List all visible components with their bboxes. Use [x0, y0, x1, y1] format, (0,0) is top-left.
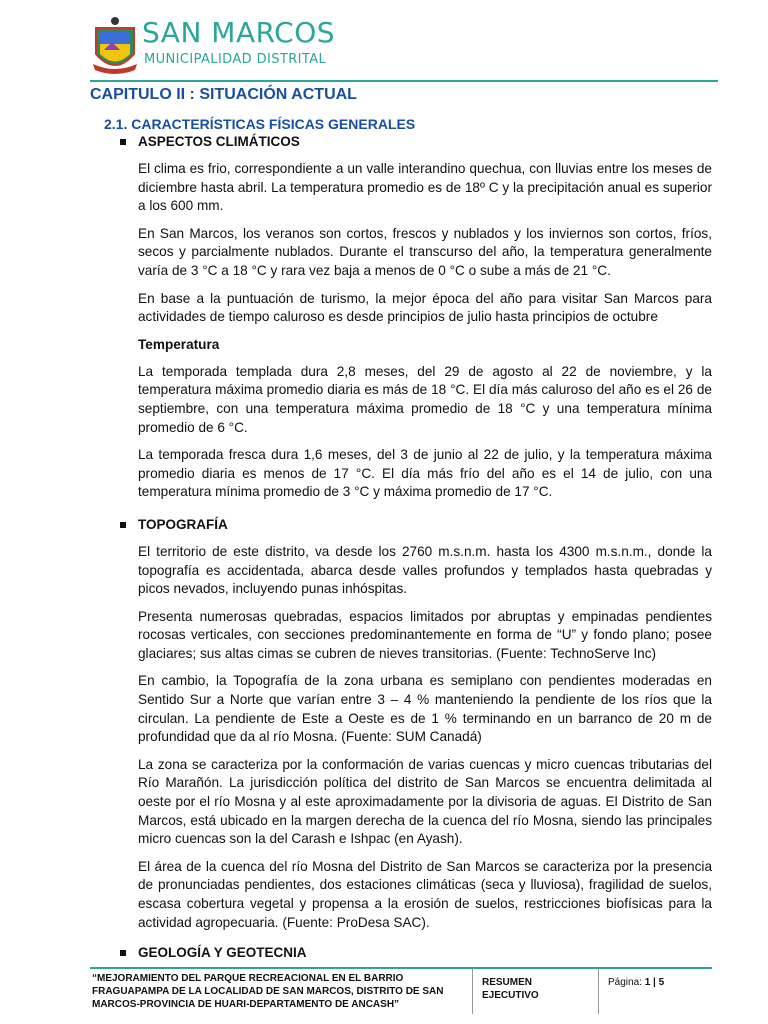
paragraph: La temporada templada dura 2,8 meses, del 29 de agosto al 22 de noviembre, y la temperatura máxima promedio diaria es más de 18 °C. El día más caluroso del año es el 26 de septiembre, con una temperatura máxima promedio de 18 °C y una temperatura mínima promedio de 6 °C.: [138, 363, 712, 435]
bullet-square-icon: [120, 950, 126, 956]
bullet-square-icon: [120, 139, 126, 145]
paragraph: Presenta numerosas quebradas, espacios limitados por abruptas y empinadas pendientes rocosas verticales, con secciones predominantemente en forma de “U” y fondo plano; posee glaciares; sus altas cimas se cubren de nieves transitorias. (Fuente: TechnoServe Inc): [138, 608, 712, 661]
footer-divider: [90, 967, 712, 969]
heading-text: GEOLOGÍA Y GEOTECNIA: [138, 945, 307, 961]
paragraph: En cambio, la Topografía de la zona urbana es semiplano con pendientes moderadas en Sentido Sur a Norte que varían entre 3 – 4 % manteniendo la pendiente de los ríos que la circulan. La pendiente de Este a Oeste es de 1 % terminando en un barranco de 20 m de profundidad que da al río Mosna. (Fuente: SUM Canadá): [138, 673, 712, 745]
footer-page-indicator: [608, 976, 664, 989]
bullet-heading-geologia: [138, 944, 712, 962]
header-divider: [90, 80, 718, 82]
subheading-temperatura: Temperatura: [138, 336, 220, 352]
bullet-heading-clima: [138, 133, 712, 151]
paragraph: En San Marcos, los veranos son cortos, frescos y nublados y los inviernos son cortos, fríos, secos y parcialmente nublados. Durante el transcurso del año, la temperatura generalmente varía de 3 °C a 18 °C y rara vez baja a menos de 0 °C o sube a más de 21 °C.: [138, 225, 712, 278]
page-label: Página:: [608, 977, 642, 988]
page-number: 1 | 5: [644, 977, 665, 988]
municipal-crest-logo: [90, 14, 140, 80]
footer-separator: [472, 969, 473, 1014]
document-body: [90, 85, 712, 962]
heading-text: TOPOGRAFÍA: [138, 516, 228, 532]
bullet-heading-topografia: [138, 516, 712, 534]
paragraph: La zona se caracteriza por la conformación de varias cuencas y micro cuencas tributarias del Río Marañón. La jurisdicción política del distrito de San Marcos se encuentra delimitada al oeste por el río Mosna y al este aproximadamente por la divisoria de aguas. El Distrito de San Marcos, está ubicado en la margen derecha de la cuenca del río Mosna, siendo las principales micro cuencas son la del Carash e Ishpac (en Ayash).: [138, 756, 712, 847]
footer-separator: [598, 969, 599, 1014]
footer-doc-type: RESUMEN EJECUTIVO: [482, 977, 539, 1001]
bullet-square-icon: [120, 522, 126, 528]
chapter-title: CAPITULO II : SITUACIÓN ACTUAL: [90, 86, 357, 103]
section-title: 2.1. CARACTERÍSTICAS FÍSICAS GENERALES: [104, 116, 416, 132]
paragraph: El territorio de este distrito, va desde los 2760 m.s.n.m. hasta los 4300 m.s.n.m., donde la topografía es accidentada, abarca desde valles profundos y templados hasta quebradas y picos nevados, incluyendo punas inhóspitas.: [138, 543, 712, 597]
paragraph: El área de la cuenca del río Mosna del Distrito de San Marcos se caracteriza por la presencia de pronunciadas pendientes, dos estaciones climáticas (seca y lluviosa), fragilidad de suelos, escasa cobertura vegetal y propensa a la erosión de suelos, restricciones biofísicas para la actividad agropecuaria. (Fuente: ProDesa SAC).: [138, 858, 712, 930]
footer-project-title: “MEJORAMIENTO DEL PARQUE RECREACIONAL EN EL BARRIO FRAGUAPAMPA DE LA LOCALIDAD DE SAN MARCOS, DISTRITO DE SAN MARCOS-PROVINCIA DE HUARI-DEPARTAMENTO DE ANCASH”: [92, 973, 444, 1010]
page-header: [90, 10, 718, 82]
paragraph: El clima es frio, correspondiente a un valle interandino quechua, con lluvias entre los meses de diciembre hasta abril. La temperatura promedio es de 18º C y la precipitación anual es superior a los 600 mm.: [138, 161, 712, 214]
heading-text: ASPECTOS CLIMÁTICOS: [138, 134, 300, 149]
brand-title: SAN MARCOS: [142, 16, 336, 49]
paragraph: En base a la puntuación de turismo, la mejor época del año para visitar San Marcos para actividades de tiempo caluroso es desde principios de julio hasta principios de octubre: [138, 290, 712, 325]
paragraph: La temporada fresca dura 1,6 meses, del 3 de junio al 22 de julio, y la temperatura máxima promedio diaria es menos de 17 °C. El día más frío del año es el 14 de julio, con una temperatura mínima promedio de 3 °C y máxima promedio de 17 °C.: [138, 447, 712, 500]
brand-subtitle: MUNICIPALIDAD DISTRITAL: [144, 52, 327, 67]
